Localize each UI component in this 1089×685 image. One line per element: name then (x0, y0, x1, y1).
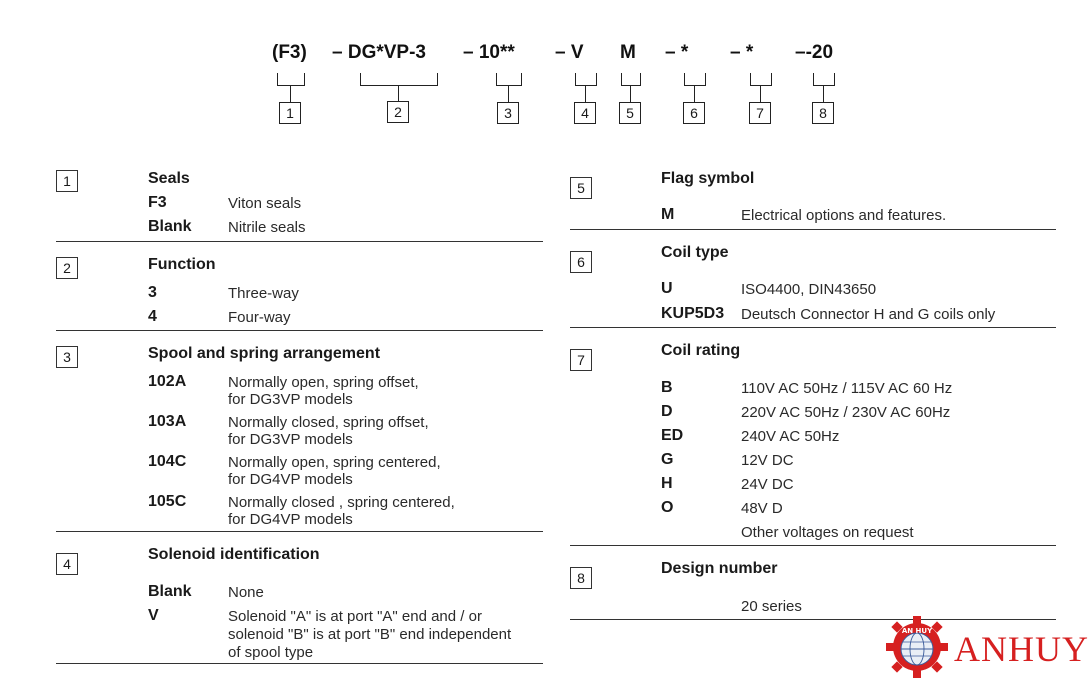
option-code: KUP5D3 (661, 305, 725, 322)
section-number: 6 (570, 251, 592, 273)
code-stem-1 (290, 85, 291, 102)
code-number-6: 6 (683, 102, 705, 124)
section-title: Spool and spring arrangement (148, 345, 381, 362)
code-bracket-7 (750, 73, 772, 86)
section-title: Seals (148, 170, 190, 187)
code-part-7: – * (730, 42, 754, 63)
code-stem-3 (508, 85, 509, 102)
option-desc: of spool type (228, 644, 314, 661)
option-desc: 220V AC 50Hz / 230V AC 60Hz (741, 404, 951, 421)
section-title: Coil type (661, 244, 729, 261)
code-bracket-8 (813, 73, 835, 86)
code-number-7: 7 (749, 102, 771, 124)
code-stem-2 (398, 85, 399, 102)
code-number-4: 4 (574, 102, 596, 124)
code-part-3: – 10** (463, 42, 515, 63)
option-desc: Nitrile seals (228, 219, 306, 236)
option-desc: Viton seals (228, 195, 302, 212)
option-code: 4 (148, 308, 157, 325)
logo-text: ANHUY (954, 629, 1089, 669)
option-desc: Solenoid "A" is at port "A" end and / or (228, 608, 482, 625)
code-part-5: M (620, 42, 636, 63)
option-code: 104C (148, 453, 187, 470)
section-number: 2 (56, 257, 78, 279)
option-code: 103A (148, 413, 187, 430)
option-desc: Deutsch Connector H and G coils only (741, 306, 996, 323)
logo-emblem-text: AN HUY (901, 627, 933, 635)
option-desc: solenoid "B" is at port "B" end independent (228, 626, 512, 643)
anhuy-logo (884, 614, 1089, 680)
code-part-4: – V (555, 42, 584, 63)
section-title: Flag symbol (661, 170, 755, 187)
section-title: Design number (661, 560, 778, 577)
section-divider (56, 330, 543, 331)
section-divider (570, 327, 1056, 328)
option-code: V (148, 607, 159, 624)
section-divider (570, 545, 1056, 546)
code-stem-4 (585, 85, 586, 102)
option-code: Blank (148, 583, 192, 600)
section-note: Other voltages on request (741, 524, 914, 541)
section-number: 8 (570, 567, 592, 589)
section-number: 5 (570, 177, 592, 199)
option-desc: 12V DC (741, 452, 794, 469)
option-code: 3 (148, 284, 157, 301)
option-desc: 48V D (741, 500, 783, 517)
section-divider (56, 241, 543, 242)
option-desc: 240V AC 50Hz (741, 428, 840, 445)
code-number-2: 2 (387, 101, 409, 123)
option-desc: 24V DC (741, 476, 794, 493)
option-desc: Normally closed , spring centered, (228, 494, 455, 511)
code-part-8: –-20 (795, 42, 834, 63)
option-code: M (661, 206, 675, 223)
code-bracket-3 (496, 73, 522, 86)
code-bracket-1 (277, 73, 305, 86)
code-stem-6 (694, 85, 695, 102)
section-title: Coil rating (661, 342, 741, 359)
code-bracket-6 (684, 73, 706, 86)
option-code: F3 (148, 194, 167, 211)
code-bracket-4 (575, 73, 597, 86)
section-divider (56, 531, 543, 532)
section-number: 1 (56, 170, 78, 192)
code-bracket-5 (621, 73, 641, 86)
option-desc: None (228, 584, 264, 601)
code-stem-8 (823, 85, 824, 102)
option-code: 102A (148, 373, 187, 390)
option-desc: Normally open, spring offset, (228, 374, 419, 391)
section-title: Function (148, 256, 216, 273)
code-part-1: (F3) (272, 42, 307, 63)
option-code: B (661, 379, 673, 396)
option-code: Blank (148, 218, 192, 235)
option-code: O (661, 499, 674, 516)
option-desc: for DG3VP models (228, 431, 353, 448)
section-number: 7 (570, 349, 592, 371)
option-desc: for DG4VP models (228, 471, 353, 488)
section-divider (570, 229, 1056, 230)
option-code: 105C (148, 493, 187, 510)
option-desc: 110V AC 50Hz / 115V AC 60 Hz (741, 380, 953, 397)
code-number-1: 1 (279, 102, 301, 124)
option-desc: Normally open, spring centered, (228, 454, 441, 471)
option-desc: Electrical options and features. (741, 207, 947, 224)
section-divider (56, 663, 543, 664)
option-code: G (661, 451, 674, 468)
code-number-3: 3 (497, 102, 519, 124)
option-desc: Normally closed, spring offset, (228, 414, 429, 431)
gear-globe-icon (884, 614, 950, 680)
section-number: 4 (56, 553, 78, 575)
option-desc: for DG3VP models (228, 391, 353, 408)
code-stem-7 (760, 85, 761, 102)
option-code: ED (661, 427, 684, 444)
section-number: 3 (56, 346, 78, 368)
code-bracket-2 (360, 73, 438, 86)
section-title: Solenoid identification (148, 546, 320, 563)
option-desc: ISO4400, DIN43650 (741, 281, 877, 298)
option-desc: Four-way (228, 309, 291, 326)
code-number-5: 5 (619, 102, 641, 124)
code-part-6: – * (665, 42, 689, 63)
option-code: H (661, 475, 673, 492)
option-desc: for DG4VP models (228, 511, 353, 528)
code-part-2: – DG*VP-3 (332, 42, 426, 63)
section-note: 20 series (741, 598, 802, 615)
option-desc: Three-way (228, 285, 299, 302)
option-code: U (661, 280, 673, 297)
code-number-8: 8 (812, 102, 834, 124)
code-stem-5 (630, 85, 631, 102)
option-code: D (661, 403, 673, 420)
